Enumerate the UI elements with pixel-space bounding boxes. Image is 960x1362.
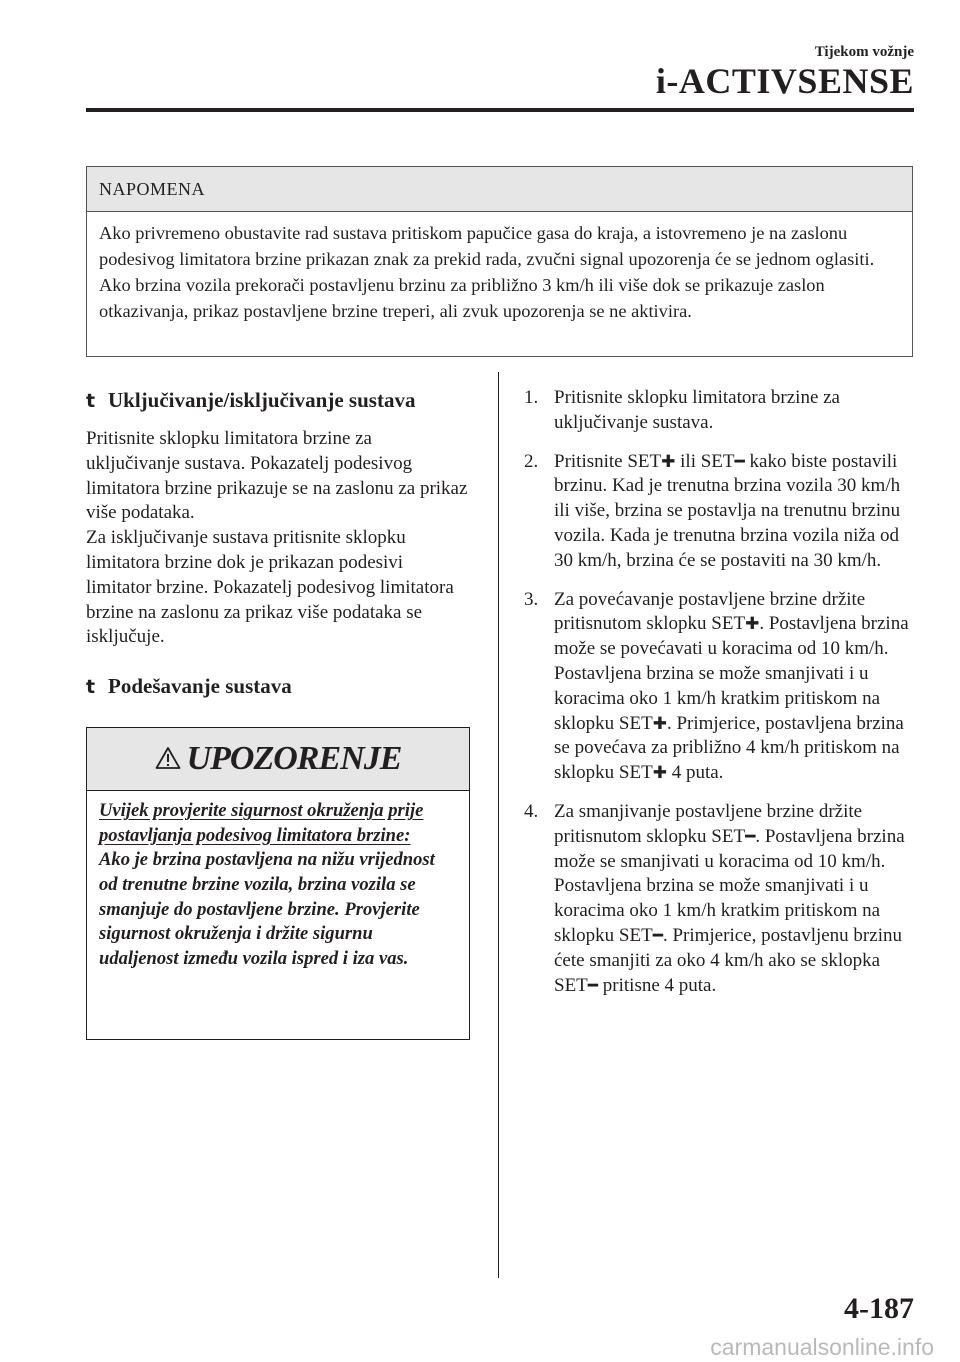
note-text: Ako privremeno obustavite rad sustava pritiskom papučice gasa do kraja, a istovremeno je na zaslonu podesivog limitatora brzine prikazan znak za prekid rada, zvučni signal upozorenja će se jednom oglasiti. Ako brzina vozila prekorači postavljenu brzinu za približno 3 km/h ili više dok se prikazuje zaslon otkazivanja, prikaz postavljene brzine treperi, ali zvuk upozorenja se ne aktivira.: [99, 223, 875, 321]
step-number: 4.: [524, 800, 539, 822]
step-number: 2.: [524, 450, 539, 472]
plus-icon: ✚: [661, 451, 676, 472]
step-text-part: pritisne 4 puta.: [598, 974, 717, 996]
warning-underlined-text: Uvijek provjerite sigurnost okruženja prije postavljanja podesivog limitatora brzine:: [99, 800, 424, 846]
step-text-part: 4 puta.: [666, 762, 724, 784]
step-text: [554, 588, 920, 786]
warning-header: [87, 728, 469, 791]
steps-list: [524, 386, 920, 998]
step-text-part: ili SET: [675, 450, 735, 472]
step-4: [524, 800, 920, 998]
column-divider: [498, 372, 499, 1278]
step-text-part: Za povećavanje postavljene brzine držite pritisnutom sklopku SET: [554, 588, 866, 635]
step-text-part: Za smanjivanje postavljene brzine držite pritisnutom sklopku SET: [554, 800, 863, 847]
note-label: NAPOMENA: [87, 167, 912, 212]
minus-icon: ━: [587, 975, 599, 996]
paragraph-switch-on: Pritisnite sklopku limitatora brzine za uključivanje sustava. Pokazatelj podesivog limitatora brzine prikazuje se na zaslonu za prikaz više podataka.: [86, 428, 468, 524]
warning-triangle-icon: [155, 746, 181, 775]
step-text: [554, 450, 920, 574]
plus-icon: ✚: [652, 763, 667, 784]
plus-icon: ✚: [745, 614, 760, 635]
minus-icon: ━: [652, 925, 663, 946]
warning-box: [86, 727, 470, 1040]
section-marker-icon: t: [86, 390, 96, 412]
step-text-part: Pritisnite SET: [554, 450, 662, 472]
section-marker-icon: t: [86, 676, 96, 699]
step-text: Pritisnite sklopku limitatora brzine za uključivanje sustava.: [554, 387, 840, 433]
step-text: [554, 800, 920, 998]
step-2: [524, 450, 920, 574]
step-text-part: kako biste postavili brzinu. Kad je trenutna brzina vozila 30 km/h ili više, brzina se postavlja na trenutnu brzinu vozila. Kada je trenutna brzina vozila niža od 30 km/h, brzina će se postaviti na 30 km/h.: [554, 450, 901, 571]
warning-text: Ako je brzina postavljena na nižu vrijednost od trenutne brzine vozila, brzina vozila se smanjuje do postavljene brzine. Provjerite sigurnost okruženja i držite sigurnu udaljenost između vozila ispred i iza vas.: [99, 849, 435, 969]
minus-icon: ━: [745, 826, 756, 847]
watermark: carmanualsonline.info: [710, 1334, 934, 1360]
step-text-part: . Postavljena brzina može se smanjivati u koracima od 10 km/h. Postavljena brzina se može smanjivati i u koracima oko 1 km/h kratkim pritiskom na sklopku SET: [554, 825, 905, 946]
plus-icon: ✚: [652, 713, 667, 734]
section-heading-settings: [86, 672, 470, 701]
step-3: [524, 588, 920, 786]
section-heading-settings-text: Podešavanje sustava: [108, 674, 292, 699]
warning-title: UPOZORENJE: [186, 740, 402, 778]
paragraph-switch-off: Za isključivanje sustava pritisnite sklopku limitatora brzine dok je prikazan podesivi limitator brzine. Pokazatelj podesivog limitatora brzine na zaslonu za prikaz više podataka se isključuje.: [86, 527, 454, 648]
running-header-title: i-ACTIVSENSE: [655, 61, 914, 101]
section-heading-on-off-text: Uključivanje/isključivanje sustava: [108, 388, 416, 412]
step-text-part: . Primjerice, postavljena brzina se povećava za približno 4 km/h pritiskom na sklopku SET: [554, 712, 904, 784]
page-number: 4-187: [844, 1292, 914, 1325]
right-column: [524, 386, 920, 1012]
note-box: [86, 166, 913, 357]
step-1: [524, 386, 920, 436]
section-heading-on-off: [86, 386, 470, 415]
step-number: 1.: [524, 387, 539, 408]
step-text-part: . Postavljena brzina može se povećavati u koracima od 10 km/h. Postavljena brzina se može smanjivati i u koracima oko 1 km/h kratkim pritiskom na sklopku SET: [554, 613, 909, 734]
running-header-section: Tijekom vožnje: [814, 44, 914, 60]
step-text-part: . Primjerice, postavljenu brzinu ćete smanjiti za oko 4 km/h ako se sklopka SET: [554, 924, 902, 996]
step-number: 3.: [524, 588, 539, 610]
header-rule: [86, 108, 914, 112]
left-column: [86, 386, 470, 1040]
minus-icon: ━: [734, 451, 745, 472]
warning-body: [87, 791, 469, 971]
